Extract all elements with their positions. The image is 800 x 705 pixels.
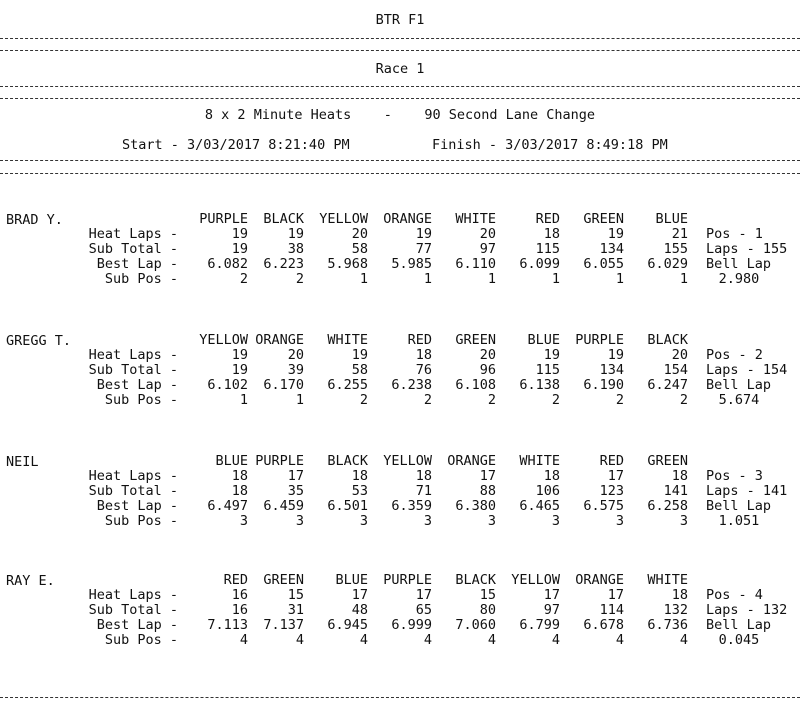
best-lap-value: 6.238 <box>391 377 432 393</box>
row-label: Sub Pos - <box>104 392 178 408</box>
sub-total-value: 134 <box>599 362 624 378</box>
sub-total-value: 16 <box>231 602 248 618</box>
sub-total-value: 123 <box>599 483 624 499</box>
sub-total-value: 80 <box>479 602 496 618</box>
sub-pos-value: 4 <box>487 632 496 648</box>
race-start-time: Start - 3/03/2017 8:21:40 PM <box>122 137 350 153</box>
sub-total-value: 141 <box>663 483 688 499</box>
sub-pos-value: 3 <box>551 513 560 529</box>
heat-laps-value: 18 <box>351 468 368 484</box>
heat-laps-value: 19 <box>415 226 432 242</box>
lane-color-header: PURPLE <box>199 211 248 227</box>
best-lap-value: 6.223 <box>263 256 304 272</box>
sub-total-value: 77 <box>415 241 432 257</box>
bell-lap-value: 0.045 <box>718 632 760 648</box>
racer-name: NEIL <box>6 454 39 470</box>
sub-total-value: 48 <box>351 602 368 618</box>
best-lap-value: 6.678 <box>583 617 624 633</box>
best-lap-value: 6.029 <box>647 256 688 272</box>
bell-lap-value: 5.674 <box>718 392 760 408</box>
lane-color-header: ORANGE <box>255 332 304 348</box>
row-label: Heat Laps - <box>88 468 178 484</box>
heat-laps-value: 19 <box>607 226 624 242</box>
best-lap-value: 6.501 <box>327 498 368 514</box>
heat-laps-value: 19 <box>543 347 560 363</box>
sub-total-value: 134 <box>599 241 624 257</box>
sub-total-value: 53 <box>351 483 368 499</box>
sub-pos-value: 4 <box>615 632 624 648</box>
best-lap-value: 6.247 <box>647 377 688 393</box>
best-lap-value: 6.170 <box>263 377 304 393</box>
heat-laps-value: 20 <box>671 347 688 363</box>
racer-name: BRAD Y. <box>6 212 63 228</box>
heat-laps-value: 20 <box>287 347 304 363</box>
sub-total-value: 114 <box>599 602 624 618</box>
lane-color-header: BLACK <box>327 453 368 469</box>
sub-pos-value: 1 <box>679 271 688 287</box>
heat-laps-value: 19 <box>231 347 248 363</box>
sub-total-value: 19 <box>231 241 248 257</box>
best-lap-value: 6.497 <box>207 498 248 514</box>
sub-pos-value: 4 <box>551 632 560 648</box>
total-laps: Laps - 155 <box>706 241 788 257</box>
heat-laps-value: 15 <box>287 587 304 603</box>
sub-pos-value: 3 <box>239 513 248 529</box>
lane-color-header: GREEN <box>583 211 624 227</box>
bell-lap-label: Bell Lap <box>706 498 772 514</box>
bell-lap-value: 1.051 <box>718 513 760 529</box>
best-lap-value: 6.999 <box>391 617 432 633</box>
racer-block <box>0 454 800 554</box>
racer-block <box>0 573 800 673</box>
sub-pos-value: 2 <box>359 392 368 408</box>
best-lap-value: 6.465 <box>519 498 560 514</box>
row-label: Sub Total - <box>88 362 178 378</box>
lane-color-header: RED <box>407 332 432 348</box>
sub-total-value: 18 <box>231 483 248 499</box>
sub-pos-value: 2 <box>295 271 304 287</box>
heat-laps-value: 20 <box>479 347 496 363</box>
lane-color-header: ORANGE <box>447 453 496 469</box>
heat-laps-value: 17 <box>351 587 368 603</box>
sub-pos-value: 2 <box>239 271 248 287</box>
sub-total-value: 58 <box>351 241 368 257</box>
heat-laps-value: 18 <box>543 226 560 242</box>
sub-total-value: 71 <box>415 483 432 499</box>
best-lap-value: 6.110 <box>455 256 496 272</box>
best-lap-value: 6.459 <box>263 498 304 514</box>
row-label: Best Lap - <box>96 498 178 514</box>
racer-block <box>0 333 800 433</box>
sub-pos-value: 2 <box>615 392 624 408</box>
best-lap-value: 6.099 <box>519 256 560 272</box>
heat-laps-value: 19 <box>607 347 624 363</box>
sub-pos-value: 3 <box>423 513 432 529</box>
heat-laps-value: 18 <box>231 468 248 484</box>
row-label: Heat Laps - <box>88 226 178 242</box>
lane-color-header: YELLOW <box>319 211 368 227</box>
racer-name: GREGG T. <box>6 333 72 349</box>
lane-color-header: WHITE <box>455 211 496 227</box>
sub-total-value: 19 <box>231 362 248 378</box>
row-label: Sub Pos - <box>104 632 178 648</box>
sub-pos-value: 2 <box>679 392 688 408</box>
best-lap-value: 5.968 <box>327 256 368 272</box>
sub-total-value: 65 <box>415 602 432 618</box>
sub-total-value: 97 <box>479 241 496 257</box>
lane-color-header: PURPLE <box>383 572 432 588</box>
sub-pos-value: 3 <box>615 513 624 529</box>
total-laps: Laps - 141 <box>706 483 788 499</box>
best-lap-value: 6.945 <box>327 617 368 633</box>
row-label: Heat Laps - <box>88 587 178 603</box>
lane-color-header: RED <box>599 453 624 469</box>
heat-laps-value: 18 <box>543 468 560 484</box>
row-label: Best Lap - <box>96 617 178 633</box>
best-lap-value: 6.108 <box>455 377 496 393</box>
sub-total-value: 38 <box>287 241 304 257</box>
total-laps: Laps - 132 <box>706 602 788 618</box>
sub-total-value: 58 <box>351 362 368 378</box>
best-lap-value: 5.985 <box>391 256 432 272</box>
heat-laps-value: 20 <box>479 226 496 242</box>
sub-pos-value: 1 <box>487 271 496 287</box>
bell-lap-value: 2.980 <box>718 271 760 287</box>
bell-lap-label: Bell Lap <box>706 256 772 272</box>
lane-color-header: BLUE <box>335 572 368 588</box>
heat-laps-value: 19 <box>287 226 304 242</box>
bell-lap-label: Bell Lap <box>706 377 772 393</box>
sub-pos-value: 3 <box>295 513 304 529</box>
sub-pos-value: 2 <box>551 392 560 408</box>
sub-pos-value: 1 <box>295 392 304 408</box>
best-lap-value: 6.190 <box>583 377 624 393</box>
race-finish-time: Finish - 3/03/2017 8:49:18 PM <box>432 137 668 153</box>
sub-pos-value: 4 <box>423 632 432 648</box>
heat-laps-value: 18 <box>671 587 688 603</box>
lane-color-header: ORANGE <box>383 211 432 227</box>
sub-pos-value: 4 <box>239 632 248 648</box>
lane-color-header: YELLOW <box>199 332 248 348</box>
racer-block <box>0 212 800 312</box>
lane-color-header: BLACK <box>647 332 688 348</box>
sub-pos-value: 3 <box>487 513 496 529</box>
best-lap-value: 6.255 <box>327 377 368 393</box>
divider <box>0 38 800 39</box>
heat-laps-value: 19 <box>351 347 368 363</box>
heat-laps-value: 16 <box>231 587 248 603</box>
divider <box>0 173 800 174</box>
sub-total-value: 106 <box>535 483 560 499</box>
lane-color-header: YELLOW <box>511 572 560 588</box>
heat-laps-value: 18 <box>415 347 432 363</box>
row-label: Heat Laps - <box>88 347 178 363</box>
sub-total-value: 76 <box>415 362 432 378</box>
row-label: Sub Pos - <box>104 271 178 287</box>
sub-pos-value: 1 <box>423 271 432 287</box>
best-lap-value: 7.060 <box>455 617 496 633</box>
heat-laps-value: 17 <box>479 468 496 484</box>
sub-total-value: 155 <box>663 241 688 257</box>
total-laps: Laps - 154 <box>706 362 788 378</box>
lane-color-header: RED <box>535 211 560 227</box>
divider <box>0 697 800 698</box>
heat-laps-value: 21 <box>671 226 688 242</box>
heat-laps-value: 18 <box>671 468 688 484</box>
sub-total-value: 97 <box>543 602 560 618</box>
sub-pos-value: 4 <box>679 632 688 648</box>
lane-color-header: BLUE <box>527 332 560 348</box>
heat-laps-value: 17 <box>607 587 624 603</box>
race-format: 8 x 2 Minute Heats - 90 Second Lane Change <box>204 107 596 123</box>
lane-color-header: GREEN <box>647 453 688 469</box>
heat-laps-value: 17 <box>607 468 624 484</box>
row-label: Best Lap - <box>96 377 178 393</box>
sub-pos-value: 2 <box>487 392 496 408</box>
sub-pos-value: 2 <box>423 392 432 408</box>
sub-total-value: 115 <box>535 362 560 378</box>
best-lap-value: 6.380 <box>455 498 496 514</box>
sub-total-value: 31 <box>287 602 304 618</box>
sub-pos-value: 4 <box>295 632 304 648</box>
sub-pos-value: 3 <box>359 513 368 529</box>
sub-total-value: 154 <box>663 362 688 378</box>
final-position: Pos - 1 <box>706 226 763 242</box>
best-lap-value: 6.359 <box>391 498 432 514</box>
heat-laps-value: 15 <box>479 587 496 603</box>
heat-laps-value: 19 <box>231 226 248 242</box>
best-lap-value: 6.799 <box>519 617 560 633</box>
row-label: Sub Pos - <box>104 513 178 529</box>
lane-color-header: BLUE <box>655 211 688 227</box>
sub-total-value: 132 <box>663 602 688 618</box>
heat-laps-value: 17 <box>287 468 304 484</box>
lane-color-header: WHITE <box>519 453 560 469</box>
best-lap-value: 6.102 <box>207 377 248 393</box>
lane-color-header: GREEN <box>455 332 496 348</box>
sub-total-value: 88 <box>479 483 496 499</box>
divider <box>0 50 800 51</box>
lane-color-header: RED <box>223 572 248 588</box>
row-label: Sub Total - <box>88 483 178 499</box>
heat-laps-value: 17 <box>415 587 432 603</box>
best-lap-value: 7.137 <box>263 617 304 633</box>
final-position: Pos - 3 <box>706 468 763 484</box>
best-lap-value: 6.258 <box>647 498 688 514</box>
best-lap-value: 6.575 <box>583 498 624 514</box>
sub-pos-value: 1 <box>551 271 560 287</box>
sub-pos-value: 4 <box>359 632 368 648</box>
best-lap-value: 6.138 <box>519 377 560 393</box>
row-label: Sub Total - <box>88 602 178 618</box>
lane-color-header: BLACK <box>263 211 304 227</box>
sub-total-value: 115 <box>535 241 560 257</box>
lane-color-header: BLUE <box>215 453 248 469</box>
row-label: Sub Total - <box>88 241 178 257</box>
divider <box>0 98 800 99</box>
lane-color-header: WHITE <box>327 332 368 348</box>
bell-lap-label: Bell Lap <box>706 617 772 633</box>
sub-total-value: 39 <box>287 362 304 378</box>
best-lap-value: 6.736 <box>647 617 688 633</box>
lane-color-header: PURPLE <box>575 332 624 348</box>
sub-total-value: 96 <box>479 362 496 378</box>
lane-color-header: ORANGE <box>575 572 624 588</box>
lane-color-header: YELLOW <box>383 453 432 469</box>
sub-total-value: 35 <box>287 483 304 499</box>
divider <box>0 86 800 87</box>
sub-pos-value: 1 <box>359 271 368 287</box>
racer-name: RAY E. <box>6 573 55 589</box>
lane-color-header: PURPLE <box>255 453 304 469</box>
divider <box>0 160 800 161</box>
sub-pos-value: 1 <box>615 271 624 287</box>
race-name: Race 1 <box>375 61 425 77</box>
best-lap-value: 6.055 <box>583 256 624 272</box>
sub-pos-value: 3 <box>679 513 688 529</box>
lane-color-header: BLACK <box>455 572 496 588</box>
final-position: Pos - 4 <box>706 587 763 603</box>
lane-color-header: WHITE <box>647 572 688 588</box>
heat-laps-value: 18 <box>415 468 432 484</box>
lane-color-header: GREEN <box>263 572 304 588</box>
sub-pos-value: 1 <box>239 392 248 408</box>
best-lap-value: 7.113 <box>207 617 248 633</box>
best-lap-value: 6.082 <box>207 256 248 272</box>
report-title: BTR F1 <box>375 12 425 28</box>
row-label: Best Lap - <box>96 256 178 272</box>
heat-laps-value: 17 <box>543 587 560 603</box>
final-position: Pos - 2 <box>706 347 763 363</box>
heat-laps-value: 20 <box>351 226 368 242</box>
